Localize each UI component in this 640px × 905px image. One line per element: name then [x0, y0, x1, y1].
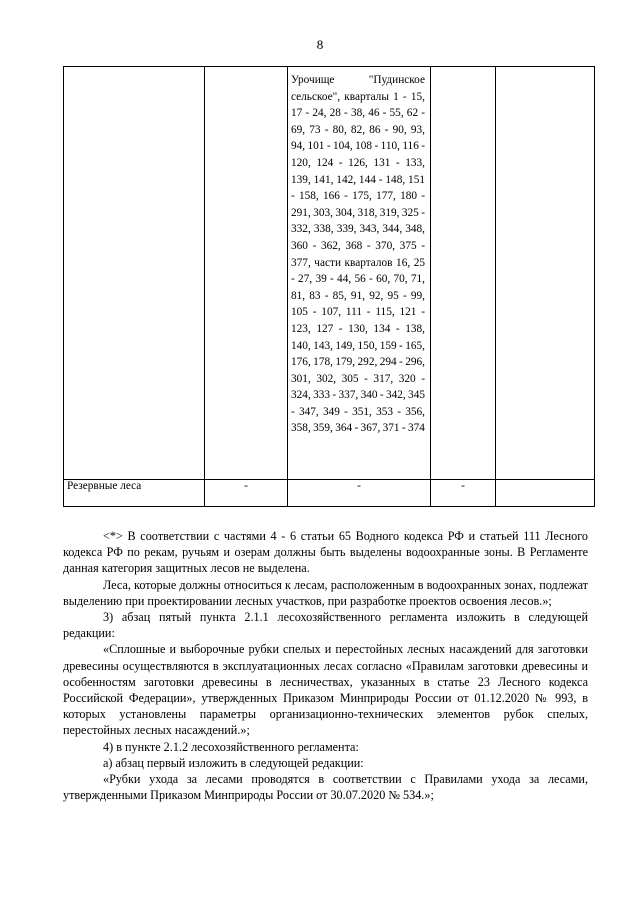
table-cell-tract: [288, 67, 431, 480]
table-cell: [431, 67, 496, 480]
reserve-label: Резервные леса: [67, 480, 142, 492]
paragraph: 4) в пункте 2.1.2 лесохозяйственного регламента:: [103, 739, 359, 754]
table-cell: [496, 480, 595, 507]
tract-description: Урочище "Пудинское сельское", кварталы 1 - 15, 17 - 24, 28 - 38, 46 - 55, 62 - 69, 73 - 80, 82, 86 - 90, 93, 94, 101 - 104, 108 - 110, 116 - 120, 124 - 126, 131 - 133, 139, 141, 142, 144 - 148, 151 - 158, 166 - 175, 177, 180 - 291, 303, 304, 318, 319, 325 - 332, 338, 339, 343, 344, 348, 360 - 362, 368 - 370, 375 - 377, части кварталов 16, 25 - 27, 39 - 44, 56 - 60, 70, 71, 81, 83 - 85, 91, 92, 95 - 99, 105 - 107, 111 - 115, 121 - 123, 127 - 130, 134 - 138, 140, 143, 149, 150, 159 - 165, 176, 178, 179, 292, 294 - 296, 301, 302, 305 - 317, 320 - 324, 333 - 337, 340 - 342, 345 - 347, 349 - 351, 353 - 356, 358, 359, 364 - 367, 371 - 374: [291, 74, 425, 435]
table-cell: [496, 67, 595, 480]
reserve-label-cell: [64, 480, 205, 507]
paragraph: 3) абзац пятый пункта 2.1.1 лесохозяйственного регламента изложить в следующей редакции:: [63, 610, 588, 641]
table-cell: [64, 67, 205, 480]
paragraph-footnote: <*> В соответствии с частями 4 - 6 статьи 65 Водного кодекса РФ и статьей 111 Лесного кодекса РФ по рекам, ручьям и озерам должны быть выделены водоохранные зоны. В Регламенте данная категория защитных лесов не выделена.: [63, 529, 588, 576]
table-cell: [205, 67, 288, 480]
paragraph-quote: «Сплошные и выборочные рубки спелых и перестойных лесных насаждений для заготовки древесины осуществляются в эксплуатационных лесах согласно «Правилам заготовки древесины и особенностям заготовки древесины в лесничествах, указанных в статье 23 Лесного кодекса Российской Федерации», утвержденных Приказом Минприроды России от 01.12.2020 № 993, в которых установлены параметры организационно-технических элементов рубок спелых, перестойных лесных насаждений.»;: [63, 642, 588, 738]
page-number: 8: [316, 37, 324, 52]
table-row-reserve: [64, 480, 595, 507]
reserve-dash: -: [431, 480, 496, 507]
paragraph: а) абзац первый изложить в следующей редакции:: [103, 755, 364, 770]
reserve-dash: -: [205, 480, 288, 507]
reserve-dash: -: [288, 480, 431, 507]
body-text: [63, 528, 588, 803]
table-row: [64, 67, 595, 480]
paragraph-quote: «Рубки ухода за лесами проводятся в соответствии с Правилами ухода за лесами, утвержденными Приказом Минприроды России от 30.07.2020 № 534.»;: [63, 772, 588, 803]
forest-table: [63, 66, 595, 507]
paragraph: Леса, которые должны относиться к лесам, расположенным в водоохранных зонах, подлежат выделению при проектировании лесных участков, при разработке проектов освоения лесов.»;: [63, 577, 588, 608]
